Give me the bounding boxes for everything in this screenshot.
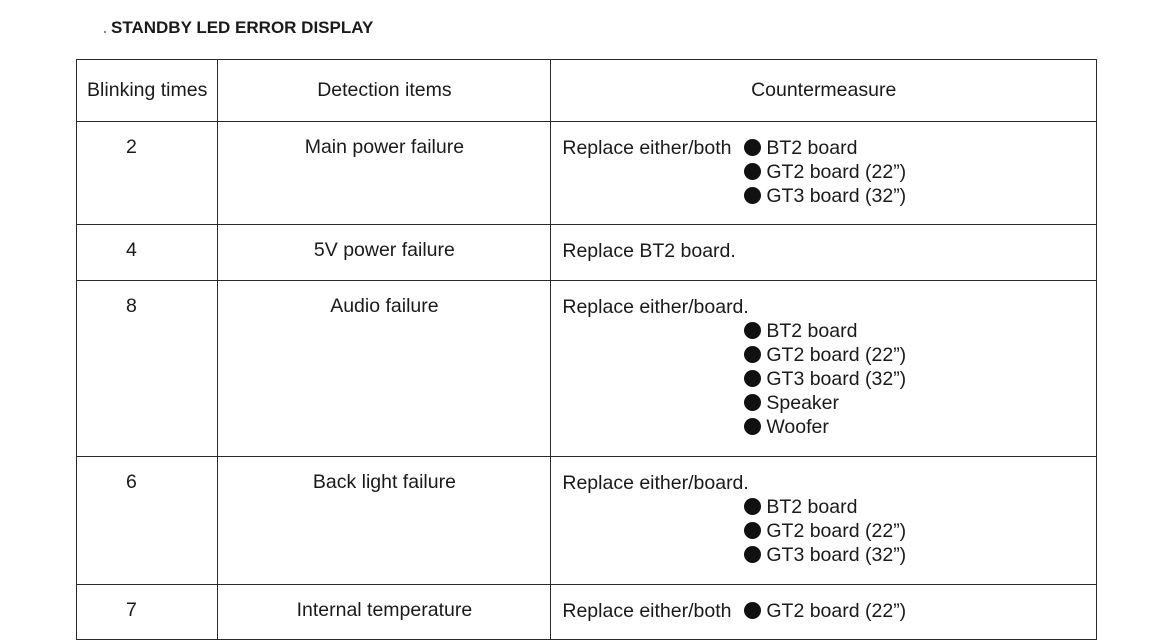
blink-count: 6 xyxy=(77,457,218,585)
list-item xyxy=(562,343,1096,367)
countermeasure-lead: Replace BT2 board. xyxy=(562,240,736,262)
countermeasure-lead: Replace either/board. xyxy=(562,296,749,318)
bullet-icon xyxy=(744,498,761,515)
table-row xyxy=(77,585,1097,640)
bullet-icon xyxy=(744,370,761,387)
countermeasure-cell xyxy=(551,225,1097,281)
detection-item: Internal temperature xyxy=(218,585,551,640)
bullet-text: GT3 board (32”) xyxy=(766,368,907,390)
list-item xyxy=(562,519,1096,543)
error-table xyxy=(76,59,1097,640)
page-title: STANDBY LED ERROR DISPLAY xyxy=(111,18,374,37)
bullet-icon xyxy=(744,546,761,563)
countermeasure-cell xyxy=(551,457,1097,585)
bullet-list xyxy=(562,319,1096,439)
bullet-icon xyxy=(744,163,761,180)
bullet-icon xyxy=(744,418,761,435)
table-header-row xyxy=(77,60,1097,122)
bullet-icon xyxy=(744,322,761,339)
bullet-text: BT2 board xyxy=(766,320,858,342)
list-item xyxy=(562,543,1096,567)
detection-item: Audio failure xyxy=(218,281,551,457)
countermeasure-lead-line xyxy=(562,599,1096,623)
countermeasure-lead: Replace either/board. xyxy=(562,472,749,494)
list-item xyxy=(562,367,1096,391)
table-row xyxy=(77,225,1097,281)
detection-item: Back light failure xyxy=(218,457,551,585)
bullet-list xyxy=(562,495,1096,567)
bullet-text: GT2 board (22”) xyxy=(766,344,907,366)
blink-count: 4 xyxy=(77,225,218,281)
bullet-text: BT2 board xyxy=(766,496,858,518)
bullet-text: GT3 board (32”) xyxy=(766,544,907,566)
table-row xyxy=(77,457,1097,585)
header-blinking-times: Blinking times xyxy=(77,60,218,122)
detection-item: Main power failure xyxy=(218,122,551,225)
bullet-icon xyxy=(744,346,761,363)
bullet-text: GT2 board (22”) xyxy=(766,520,907,542)
bullet-icon xyxy=(744,394,761,411)
bullet-icon xyxy=(744,522,761,539)
bullet-icon xyxy=(744,602,761,619)
bullet-text: BT2 board xyxy=(766,137,858,159)
countermeasure-cell xyxy=(551,585,1097,640)
list-item xyxy=(562,184,1096,208)
countermeasure-cell xyxy=(551,281,1097,457)
list-item xyxy=(562,319,1096,343)
countermeasure-cell xyxy=(551,122,1097,225)
blink-count: 8 xyxy=(77,281,218,457)
table-row xyxy=(77,122,1097,225)
bullet-list xyxy=(562,160,1096,208)
bullet-text: Speaker xyxy=(766,392,840,414)
list-item xyxy=(562,160,1096,184)
countermeasure-lead: Replace either/both xyxy=(562,600,732,622)
bullet-text: GT2 board (22”) xyxy=(766,600,907,622)
header-detection-items: Detection items xyxy=(218,60,551,122)
header-countermeasure: Countermeasure xyxy=(551,60,1097,122)
bullet-text: GT2 board (22”) xyxy=(766,161,907,183)
list-item xyxy=(562,391,1096,415)
bullet-text: Woofer xyxy=(766,416,829,438)
blink-count: 2 xyxy=(77,122,218,225)
detection-item: 5V power failure xyxy=(218,225,551,281)
countermeasure-lead: Replace either/both xyxy=(562,137,732,159)
list-item xyxy=(562,495,1096,519)
table-row xyxy=(77,281,1097,457)
blink-count: 7 xyxy=(77,585,218,640)
bullet-icon xyxy=(744,187,761,204)
bullet-text: GT3 board (32”) xyxy=(766,185,907,207)
countermeasure-lead-line xyxy=(562,136,1096,160)
bullet-icon xyxy=(744,139,761,156)
list-item xyxy=(562,415,1096,439)
